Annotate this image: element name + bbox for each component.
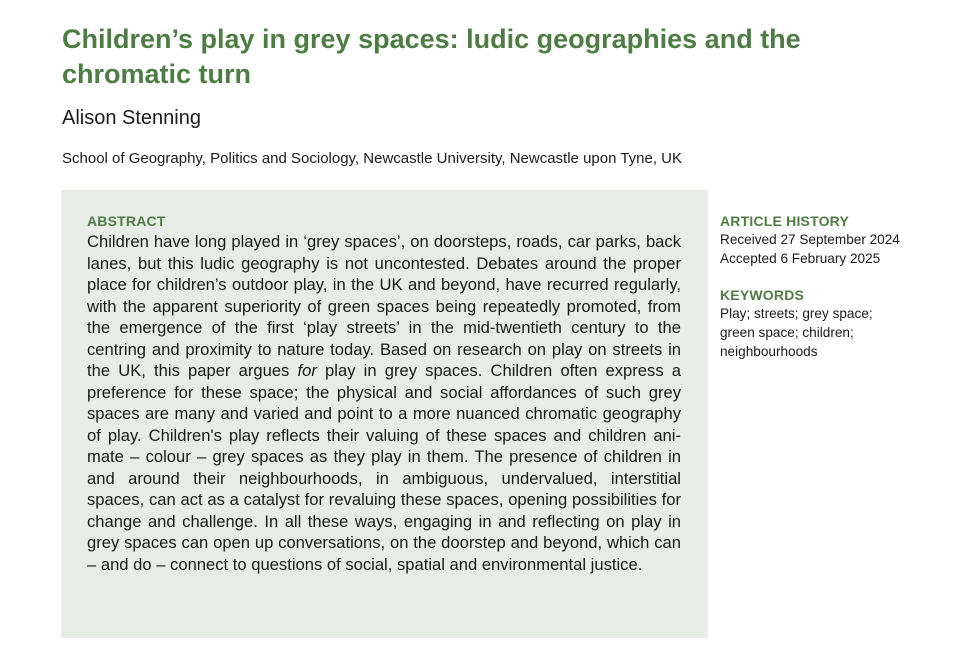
- keywords-heading: KEYWORDS: [720, 287, 805, 303]
- abstract-heading: ABSTRACT: [87, 213, 166, 229]
- keywords-line: neighbourhoods: [720, 344, 818, 359]
- received-date: Received 27 September 2024: [720, 232, 900, 247]
- abstract-text-part-1: Children have long played in ‘grey spaces’, on doorsteps, roads, car parks, back lanes, but this ludic geography is not uncontested. Debates around the proper place for children’s outdoor play, in the UK and beyond, have recurred regularly, with the apparent superiority of green spaces being repeatedly promoted, from the emergence of the first ‘play streets’ in the mid-twentieth century to the centring and proximity to nature today. Based on research on play on streets in the UK, this paper argues: [87, 232, 681, 380]
- article-history-heading: ARTICLE HISTORY: [720, 213, 850, 229]
- keywords-line: Play; streets; grey space;: [720, 306, 873, 321]
- accepted-date: Accepted 6 February 2025: [720, 251, 881, 266]
- author-name: Alison Stenning: [62, 107, 201, 129]
- keywords-block: [720, 286, 940, 361]
- abstract-text: [87, 231, 681, 575]
- abstract-box: [61, 190, 708, 638]
- keywords-line: green space; children;: [720, 325, 854, 340]
- abstract-italic-word: for: [297, 361, 317, 380]
- author-affiliation: School of Geography, Politics and Sociology, Newcastle University, Newcastle upon Tyne, UK: [62, 150, 683, 167]
- article-history-block: [720, 212, 940, 268]
- article-sidebar: [720, 212, 940, 361]
- abstract-text-part-2: play in grey spaces. Children often express a preference for these space; the physical and social affordances of such grey spaces are many and varied and point to a more nuanced chromatic geography of play. Children's play reflects their valuing of these spaces and children animate – colour – grey spaces as they play in them. The presence of children in and around their neighbourhoods, in ambiguous, undervalued, interstitial spaces, can act as a catalyst for revaluing these spaces, opening possibilities for change and challenge. In all these ways, engaging in and reflecting on play in grey spaces can open up conversations, on the doorstep and beyond, which can – and do – connect to questions of social, spatial and environmental justice.: [87, 361, 681, 574]
- article-title: Children’s play in grey spaces: ludic geographies and the chromatic turn: [62, 24, 801, 89]
